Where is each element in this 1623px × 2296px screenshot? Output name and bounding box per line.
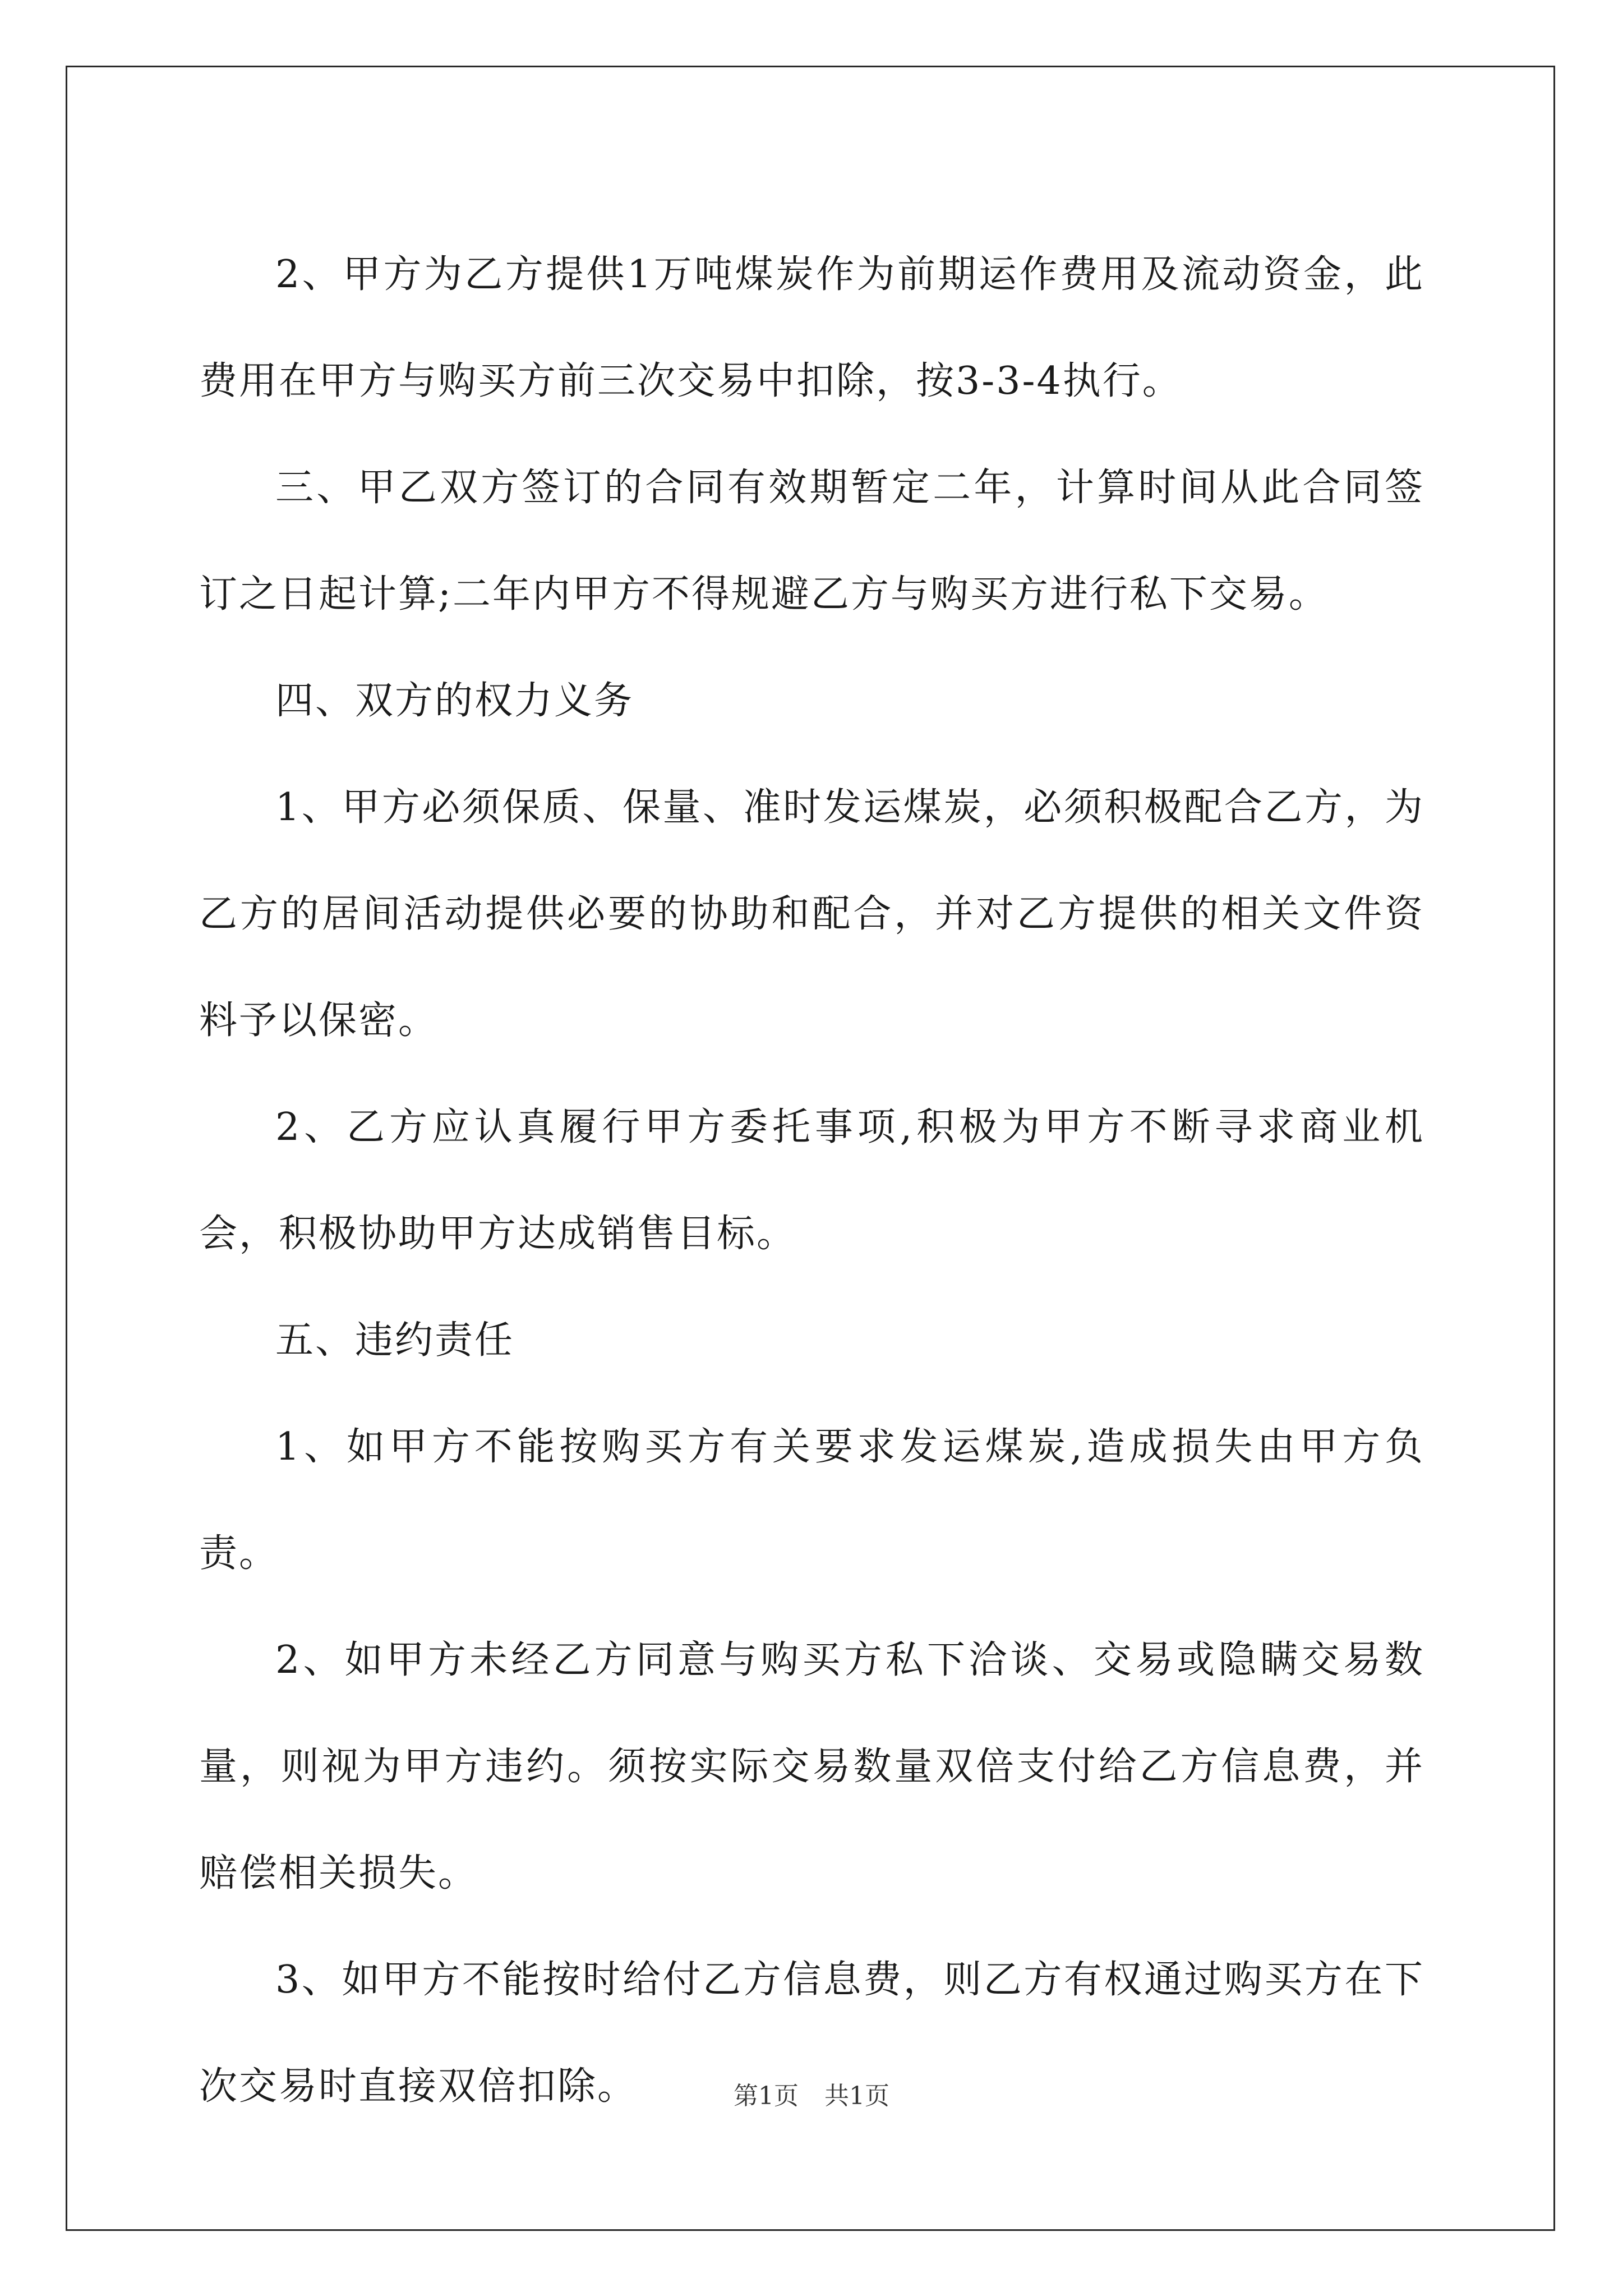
page-footer (0, 2076, 1623, 2111)
paragraph-8: 2、如甲方未经乙方同意与购买方私下洽谈、交易或隐瞒交易数量，则视为甲方违约。须按实际交易数量双倍支付给乙方信息费，并赔偿相关损失。 (199, 1638, 1424, 1895)
paragraph-7: 1、如甲方不能按购买方有关要求发运煤炭,造成损失由甲方负责。 (199, 1425, 1424, 1576)
page-number-total: 共1页 (824, 2082, 889, 2110)
page-number-current: 第1页 (734, 2082, 799, 2110)
paragraph-4: 1、甲方必须保质、保量、准时发运煤炭，必须积极配合乙方，为乙方的居间活动提供必要的协助和配合，并对乙方提供的相关文件资料予以保密。 (199, 785, 1424, 1043)
section-heading-liability: 五、违约责任 (275, 1318, 515, 1363)
paragraph-9: 3、如甲方不能按时给付乙方信息费，则乙方有权通过购买方在下次交易时直接双倍扣除。 (199, 1958, 1424, 2109)
paragraph-5: 2、乙方应认真履行甲方委托事项,积极为甲方不断寻求商业机会，积极协助甲方达成销售目标。 (199, 1105, 1424, 1256)
section-heading-rights: 四、双方的权力义务 (275, 679, 634, 723)
document-body (199, 222, 1424, 2140)
paragraph-2: 三、甲乙双方签订的合同有效期暂定二年，计算时间从此合同签订之日起计算;二年内甲方不得规避乙方与购买方进行私下交易。 (199, 466, 1424, 616)
paragraph-1: 2、甲方为乙方提供1万吨煤炭作为前期运作费用及流动资金，此费用在甲方与购买方前三次交易中扣除，按3-3-4执行。 (199, 252, 1424, 403)
